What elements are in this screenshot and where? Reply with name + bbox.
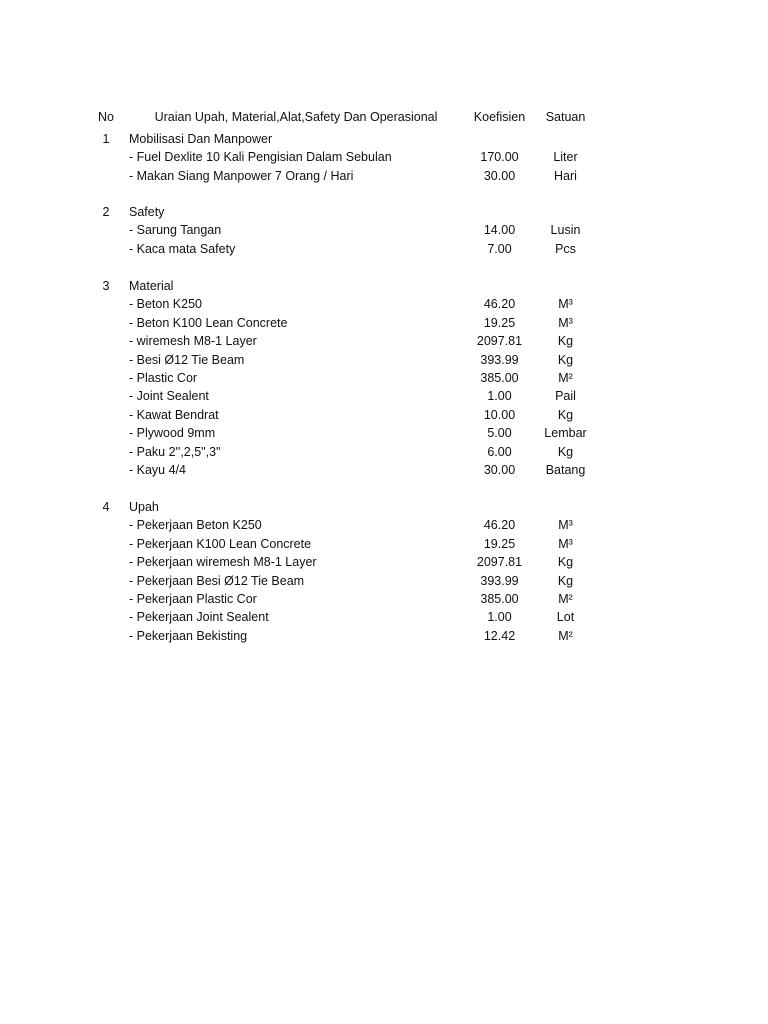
item-description: - Beton K250 xyxy=(129,297,202,312)
item-satuan: M³ xyxy=(558,297,573,312)
item-description: - Kawat Bendrat xyxy=(129,407,219,422)
item-satuan: Kg xyxy=(557,555,574,570)
item-description: - Kaca mata Safety xyxy=(129,241,236,256)
header-row xyxy=(0,108,768,126)
item-description: - Kayu 4/4 xyxy=(129,463,186,477)
item-satuan: Kg xyxy=(557,444,574,459)
item-koefisien: 2097.81 xyxy=(476,334,523,349)
section-title: Safety xyxy=(129,205,165,219)
item-koefisien: 19.25 xyxy=(483,315,516,330)
item-satuan: Kg xyxy=(557,334,574,349)
item-satuan: Pail xyxy=(555,389,576,404)
item-description: - Besi Ø12 Tie Beam xyxy=(129,352,245,367)
item-description: - Pekerjaan Bekisting xyxy=(129,628,248,643)
item-description: - Joint Sealent xyxy=(129,389,209,404)
item-koefisien: 30.00 xyxy=(483,463,516,477)
section-no: 2 xyxy=(102,205,110,219)
item-koefisien: 393.99 xyxy=(480,352,519,367)
item-description: - Plywood 9mm xyxy=(129,426,216,441)
item-koefisien: 30.00 xyxy=(483,168,516,183)
section-row xyxy=(0,203,768,221)
item-description: - Pekerjaan Plastic Cor xyxy=(129,592,257,606)
section-title: Upah xyxy=(129,500,159,514)
item-description: - wiremesh M8-1 Layer xyxy=(129,334,257,349)
table-row xyxy=(0,221,768,239)
table-row xyxy=(0,572,768,590)
item-satuan: Hari xyxy=(554,168,577,183)
section-no: 1 xyxy=(102,132,110,146)
section-row xyxy=(0,277,768,295)
table-row xyxy=(0,608,768,626)
item-koefisien: 7.00 xyxy=(487,241,512,256)
item-koefisien: 14.00 xyxy=(483,223,516,238)
header-uraian: Uraian Upah, Material,Alat,Safety Dan Operasional xyxy=(154,110,438,124)
item-satuan: Lot xyxy=(556,610,575,625)
table-row xyxy=(0,369,768,387)
item-satuan: M³ xyxy=(558,315,573,330)
table-row xyxy=(0,332,768,350)
item-koefisien: 1.00 xyxy=(487,389,512,404)
item-koefisien: 10.00 xyxy=(483,407,516,422)
section-row xyxy=(0,130,768,148)
section-title: Material xyxy=(129,279,174,293)
header-satuan: Satuan xyxy=(545,110,586,124)
item-satuan: M² xyxy=(558,371,573,385)
item-koefisien: 170.00 xyxy=(480,150,519,165)
table-row xyxy=(0,351,768,369)
section-no: 3 xyxy=(102,279,110,293)
item-satuan: M² xyxy=(558,592,573,606)
item-satuan: Kg xyxy=(557,352,574,367)
item-satuan: Kg xyxy=(557,573,574,588)
item-description: - Beton K100 Lean Concrete xyxy=(129,315,288,330)
header-no: No xyxy=(98,110,114,124)
table-row xyxy=(0,424,768,442)
table-row xyxy=(0,590,768,608)
item-description: - Pekerjaan K100 Lean Concrete xyxy=(129,536,312,551)
item-satuan: M³ xyxy=(558,536,573,551)
header-koefisien: Koefisien xyxy=(473,110,526,124)
item-description: - Sarung Tangan xyxy=(129,223,222,238)
item-koefisien: 385.00 xyxy=(480,371,519,385)
item-description: - Pekerjaan Joint Sealent xyxy=(129,610,269,625)
table-row xyxy=(0,535,768,553)
item-description: - Pekerjaan Beton K250 xyxy=(129,518,262,533)
table-row xyxy=(0,553,768,571)
item-description: - Plastic Cor xyxy=(129,371,198,385)
table-row xyxy=(0,295,768,313)
item-description: - Paku 2'',2,5",3" xyxy=(129,444,221,459)
table-row xyxy=(0,516,768,534)
table-row xyxy=(0,406,768,424)
item-koefisien: 6.00 xyxy=(487,444,512,459)
item-koefisien: 1.00 xyxy=(487,610,512,625)
item-koefisien: 5.00 xyxy=(487,426,512,441)
item-koefisien: 46.20 xyxy=(483,518,516,533)
item-satuan: Batang xyxy=(545,463,586,477)
item-description: - Makan Siang Manpower 7 Orang / Hari xyxy=(129,168,354,183)
item-koefisien: 385.00 xyxy=(480,592,519,606)
item-satuan: M³ xyxy=(558,518,573,533)
item-satuan: Pcs xyxy=(555,241,576,256)
table-row xyxy=(0,387,768,405)
section-no: 4 xyxy=(102,500,110,514)
item-description: - Pekerjaan wiremesh M8-1 Layer xyxy=(129,555,317,570)
item-koefisien: 19.25 xyxy=(483,536,516,551)
item-koefisien: 46.20 xyxy=(483,297,516,312)
item-koefisien: 393.99 xyxy=(480,573,519,588)
item-satuan: Lusin xyxy=(550,223,581,238)
section-title: Mobilisasi Dan Manpower xyxy=(129,132,273,146)
item-koefisien: 12.42 xyxy=(483,628,516,643)
section-row xyxy=(0,498,768,516)
table-row xyxy=(0,443,768,461)
item-description: - Pekerjaan Besi Ø12 Tie Beam xyxy=(129,573,305,588)
table-row xyxy=(0,240,768,258)
item-satuan: M² xyxy=(558,628,573,643)
item-description: - Fuel Dexlite 10 Kali Pengisian Dalam Sebulan xyxy=(129,150,392,165)
table-row xyxy=(0,148,768,166)
table-row xyxy=(0,627,768,645)
table-row xyxy=(0,167,768,185)
item-satuan: Kg xyxy=(557,407,574,422)
table-row xyxy=(0,314,768,332)
item-koefisien: 2097.81 xyxy=(476,555,523,570)
item-satuan: Liter xyxy=(553,150,578,165)
item-satuan: Lembar xyxy=(544,426,587,441)
table-row xyxy=(0,461,768,479)
